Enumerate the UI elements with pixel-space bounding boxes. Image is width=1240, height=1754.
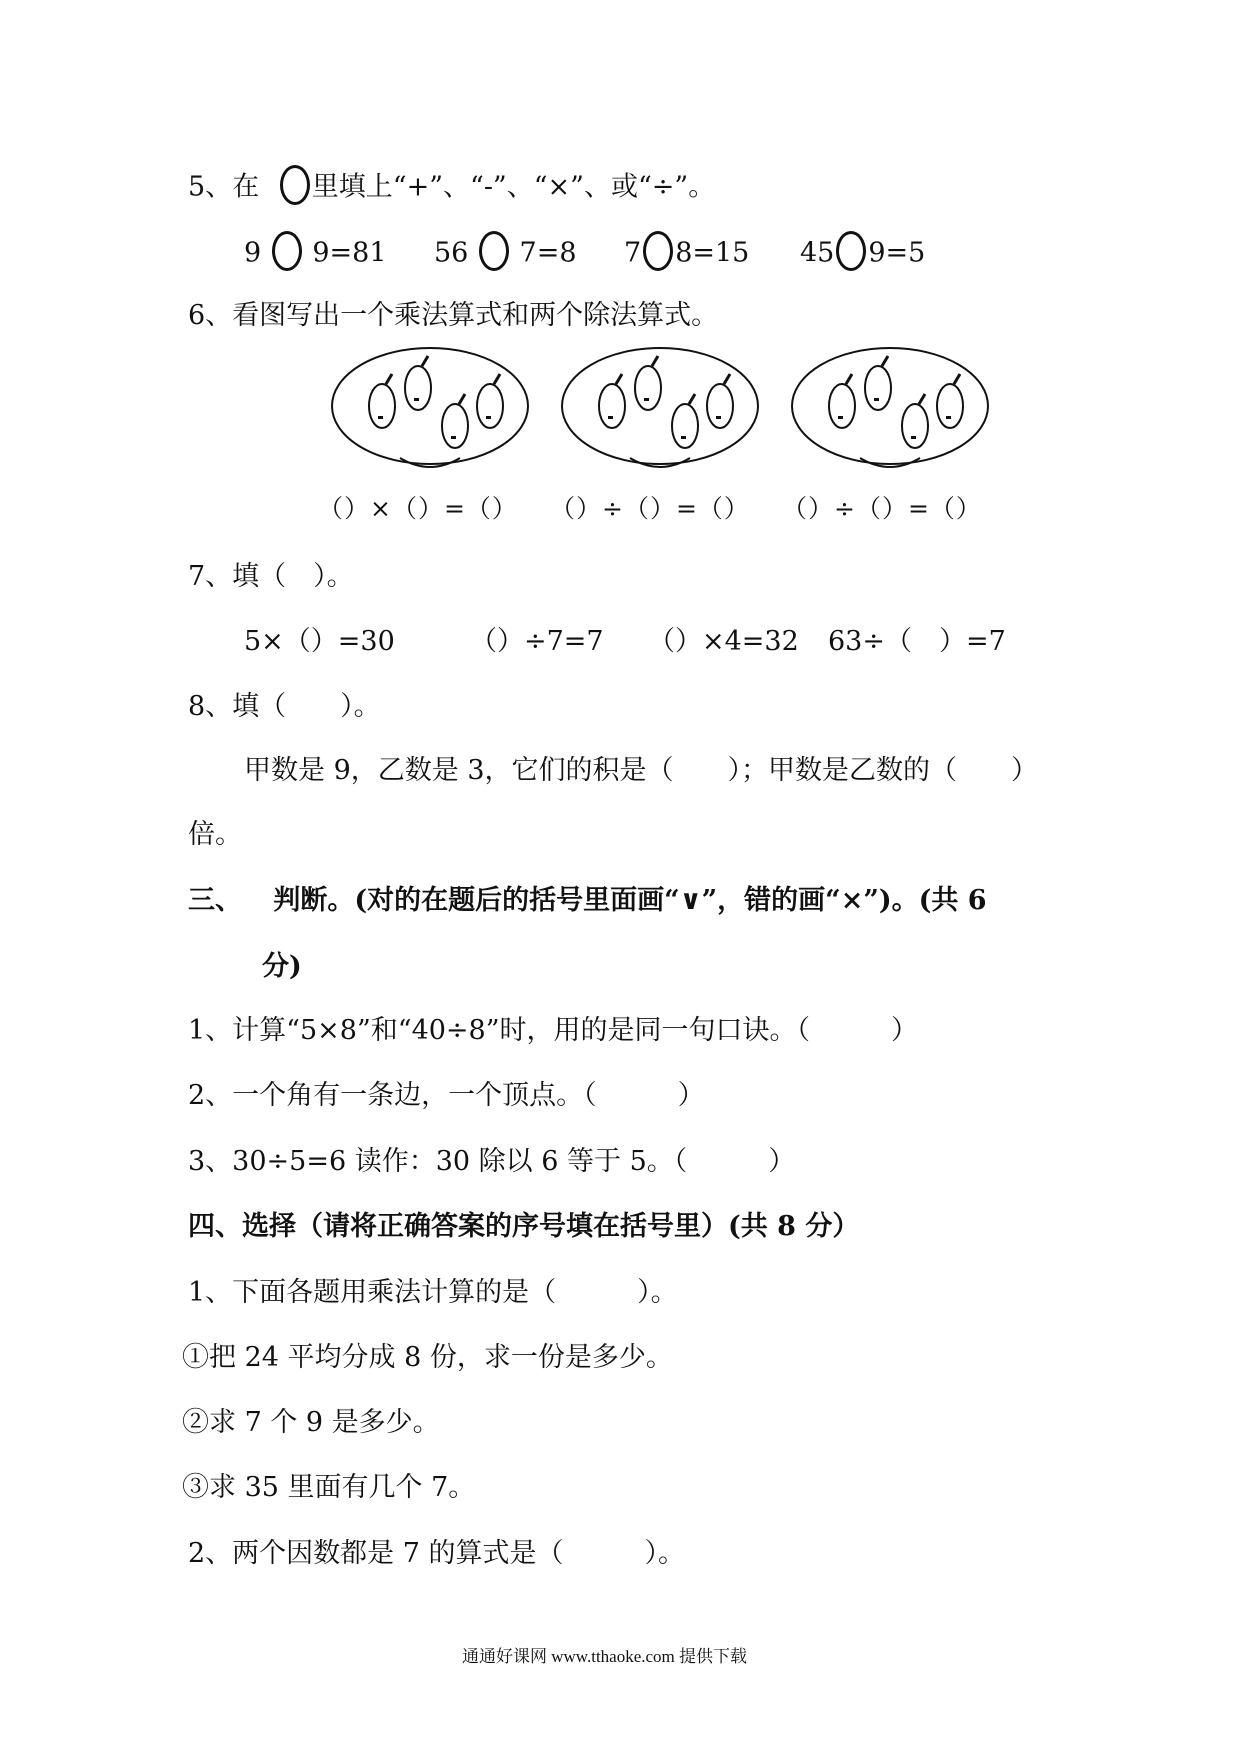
answer-circle-icon[interactable] — [479, 231, 509, 271]
answer-circle-icon[interactable] — [643, 231, 673, 271]
plate-3-icon — [792, 348, 988, 467]
q5-item-right: 8=15 — [675, 237, 750, 269]
q5-item-right: 7=8 — [519, 237, 577, 269]
q5-suffix: 里填上“+”、“-”、“×”、或“÷”。 — [311, 171, 716, 203]
fruit-plates-illustration — [330, 346, 1030, 476]
section3-heading — [188, 887, 987, 914]
section3-item-2[interactable]: 2、一个角有一条边，一个顶点。（ ） — [188, 1080, 705, 1111]
q5-item-left: 45 — [800, 237, 835, 269]
section3-item-3[interactable]: 3、30÷5=6 读作：30 除以 6 等于 5。（ ） — [188, 1146, 796, 1177]
section3-number: 三、 — [188, 885, 242, 916]
fruit-icon — [477, 374, 503, 428]
section4-option-3[interactable]: ③求 35 里面有几个 7。 — [182, 1472, 476, 1503]
section3-title: 判断。(对的在题后的括号里面画“∨”，错的画“×”)。(共 6 — [273, 885, 987, 916]
q5-item-left: 56 — [434, 237, 469, 269]
answer-circle-icon[interactable] — [836, 231, 866, 271]
answer-circle-icon[interactable] — [272, 231, 302, 271]
q5-instruction — [188, 168, 715, 208]
fruit-icon — [829, 374, 855, 428]
plate-2-icon — [562, 348, 758, 467]
section3-item-1[interactable]: 1、计算“5×8”和“40÷8”时，用的是同一句口诀。（ ） — [188, 1015, 919, 1046]
fruit-icon — [442, 394, 468, 448]
q5-item-1 — [244, 234, 387, 274]
page-footer: 通通好课网 www.tthaoke.com 提供下载 — [462, 1647, 748, 1666]
fruit-icon — [599, 374, 625, 428]
q7-item-1[interactable]: 5×（）=30 — [244, 626, 395, 657]
q7-item-3[interactable]: （）×4=32 — [648, 626, 799, 657]
fruit-icon — [405, 356, 431, 410]
fruit-icon — [369, 374, 395, 428]
q5-item-left: 7 — [624, 237, 642, 269]
q6-formula-divide-2[interactable]: （）÷（）=（） — [782, 494, 982, 523]
section4-heading: 四、选择（请将正确答案的序号填在括号里）(共 8 分） — [188, 1211, 860, 1242]
q5-item-right: 9=5 — [868, 237, 926, 269]
q5-item-4 — [800, 234, 925, 274]
q8-title: 8、填（ ）。 — [188, 691, 381, 722]
q6-formula-multiply[interactable]: （）×（）=（） — [318, 494, 518, 523]
section4-q2[interactable]: 2、两个因数都是 7 的算式是（ ）。 — [188, 1538, 686, 1569]
q6-formula-divide-1[interactable]: （）÷（）=（） — [550, 494, 750, 523]
fruit-icon — [937, 374, 963, 428]
q5-item-left: 9 — [244, 237, 262, 269]
fruit-icon — [635, 356, 661, 410]
q5-prefix: 5、在 — [188, 171, 260, 203]
fruit-icon — [865, 356, 891, 410]
fruit-icon — [707, 374, 733, 428]
q8-line-1[interactable]: 甲数是 9，乙数是 3，它们的积是（ ）；甲数是乙数的（ ） — [244, 755, 1039, 786]
section3-heading-cont: 分) — [262, 951, 302, 982]
q7-title: 7、填（ ）。 — [188, 561, 354, 592]
section4-option-2[interactable]: ②求 7 个 9 是多少。 — [182, 1407, 440, 1438]
blank-circle-icon — [280, 165, 310, 205]
section4-q1[interactable]: 1、下面各题用乘法计算的是（ ）。 — [188, 1277, 678, 1308]
q7-item-4[interactable]: 63÷（ ）=7 — [828, 626, 1006, 657]
fruit-icon — [672, 394, 698, 448]
q6-title: 6、看图写出一个乘法算式和两个除法算式。 — [188, 300, 719, 331]
q8-line-2: 倍。 — [188, 819, 242, 850]
q5-item-right: 9=81 — [312, 237, 387, 269]
fruit-icon — [902, 394, 928, 448]
q5-item-2 — [434, 234, 577, 274]
q7-item-2[interactable]: （）÷7=7 — [470, 626, 604, 657]
section4-option-1[interactable]: ①把 24 平均分成 8 份，求一份是多少。 — [182, 1342, 673, 1373]
q5-item-3 — [624, 234, 749, 274]
plate-1-icon — [332, 348, 528, 467]
